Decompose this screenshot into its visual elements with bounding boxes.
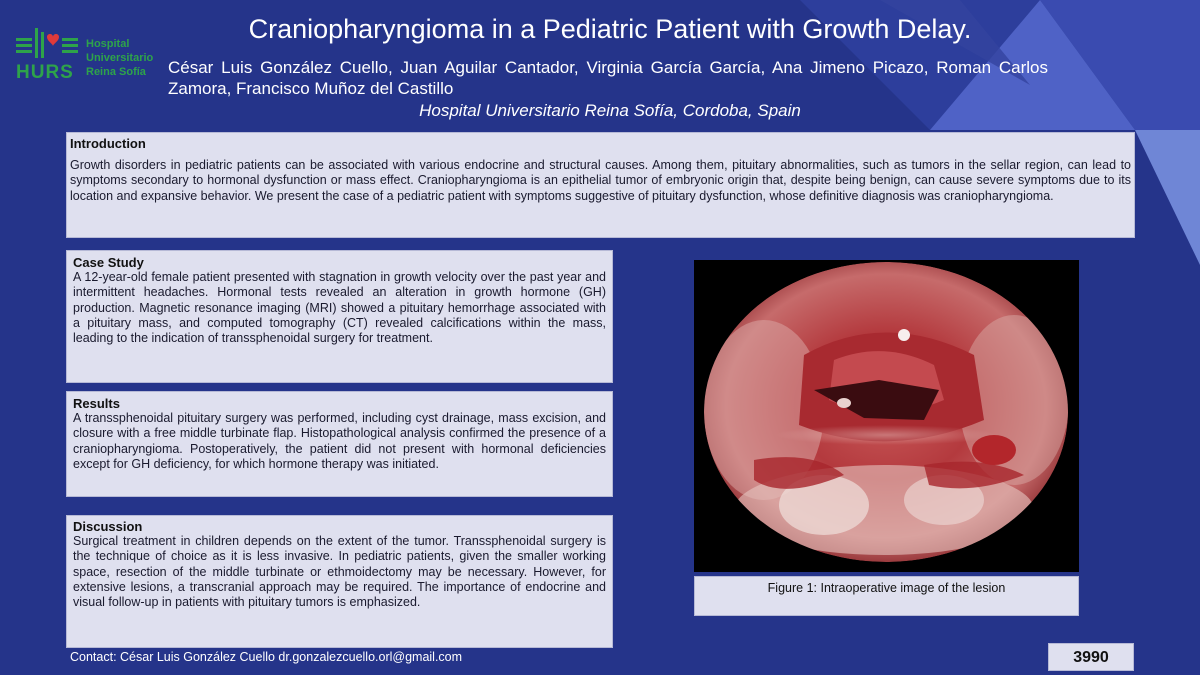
logo-line-2: Universitario xyxy=(86,52,154,64)
hospital-logo xyxy=(14,24,159,88)
poster-number: 3990 xyxy=(1048,643,1134,671)
intraoperative-image xyxy=(694,260,1079,572)
contact-info: Contact: César Luis González Cuello dr.gonzalezcuello.orl@gmail.com xyxy=(70,650,463,664)
results-section xyxy=(66,391,613,497)
endoscopic-view-picture xyxy=(694,260,1079,572)
results-body: A transsphenoidal pituitary surgery was performed, including cyst drainage, mass excision, and closure with a free middle turbinate flap. Histopathological analysis confirmed the presence of a craniopharyngioma. Postoperatively, the patient did not present with hormonal deficiencies except for GH deficiency, for which hormone therapy was initiated. xyxy=(73,411,606,471)
discussion-section xyxy=(66,515,613,648)
logo-line-3: Reina Sofía xyxy=(86,66,146,78)
logo-abbreviation: HURS xyxy=(16,62,74,83)
figure-caption: Figure 1: Intraoperative image of the lesion xyxy=(694,576,1079,616)
poster-authors: César Luis González Cuello, Juan Aguilar Cantador, Virginia García García, Ana Jimeno Picazo, Roman Carlos Zamora, Francisco Muñoz del Castillo xyxy=(168,58,1048,98)
case-study-section xyxy=(66,250,613,383)
case-study-heading: Case Study xyxy=(73,255,144,270)
introduction-section xyxy=(66,132,1135,238)
introduction-body: Growth disorders in pediatric patients can be associated with various endocrine and structural causes. Among them, pituitary abnormalities, such as tumors in the sellar region, can lead to symptoms secondary to hormonal dysfunction or mass effect. Craniopharyngioma is an epithelial tumor of embryonic origin that, despite being benign, can cause severe symptoms due to its location and expansive behavior. We present the case of a pediatric patient with symptoms suggestive of pituitary dysfunction, whose definitive diagnosis was craniopharyngioma. xyxy=(70,158,1131,203)
introduction-heading: Introduction xyxy=(70,136,146,151)
discussion-heading: Discussion xyxy=(73,519,143,534)
case-study-body: A 12-year-old female patient presented with stagnation in growth velocity over the past year and intermittent headaches. Hormonal tests revealed an alteration in growth hormone (GH) production. Magnetic resonance imaging (MRI) showed a pituitary hemorrhage associated with a pituitary mass, and computed tomography (CT) revealed calcifications within the mass, leading to the indication of transsphenoidal surgery for treatment. xyxy=(73,270,606,346)
poster-affiliation: Hospital Universitario Reina Sofía, Cordoba, Spain xyxy=(419,101,801,120)
logo-line-1: Hospital xyxy=(86,38,130,50)
discussion-body: Surgical treatment in children depends on the extent of the tumor. Transsphenoidal surgery is the technique of choice as it is less invasive. In pediatric patients, given the smaller working space, resection of the middle turbinate or ethmoidectomy may be necessary. However, for extensive lesions, a transcranial approach may be required. The importance of endocrine and visual follow-up in patients with pituitary tumors is emphasized. xyxy=(73,534,606,610)
poster-title: Craniopharyngioma in a Pediatric Patient with Growth Delay. xyxy=(248,14,972,44)
results-heading: Results xyxy=(73,396,120,411)
